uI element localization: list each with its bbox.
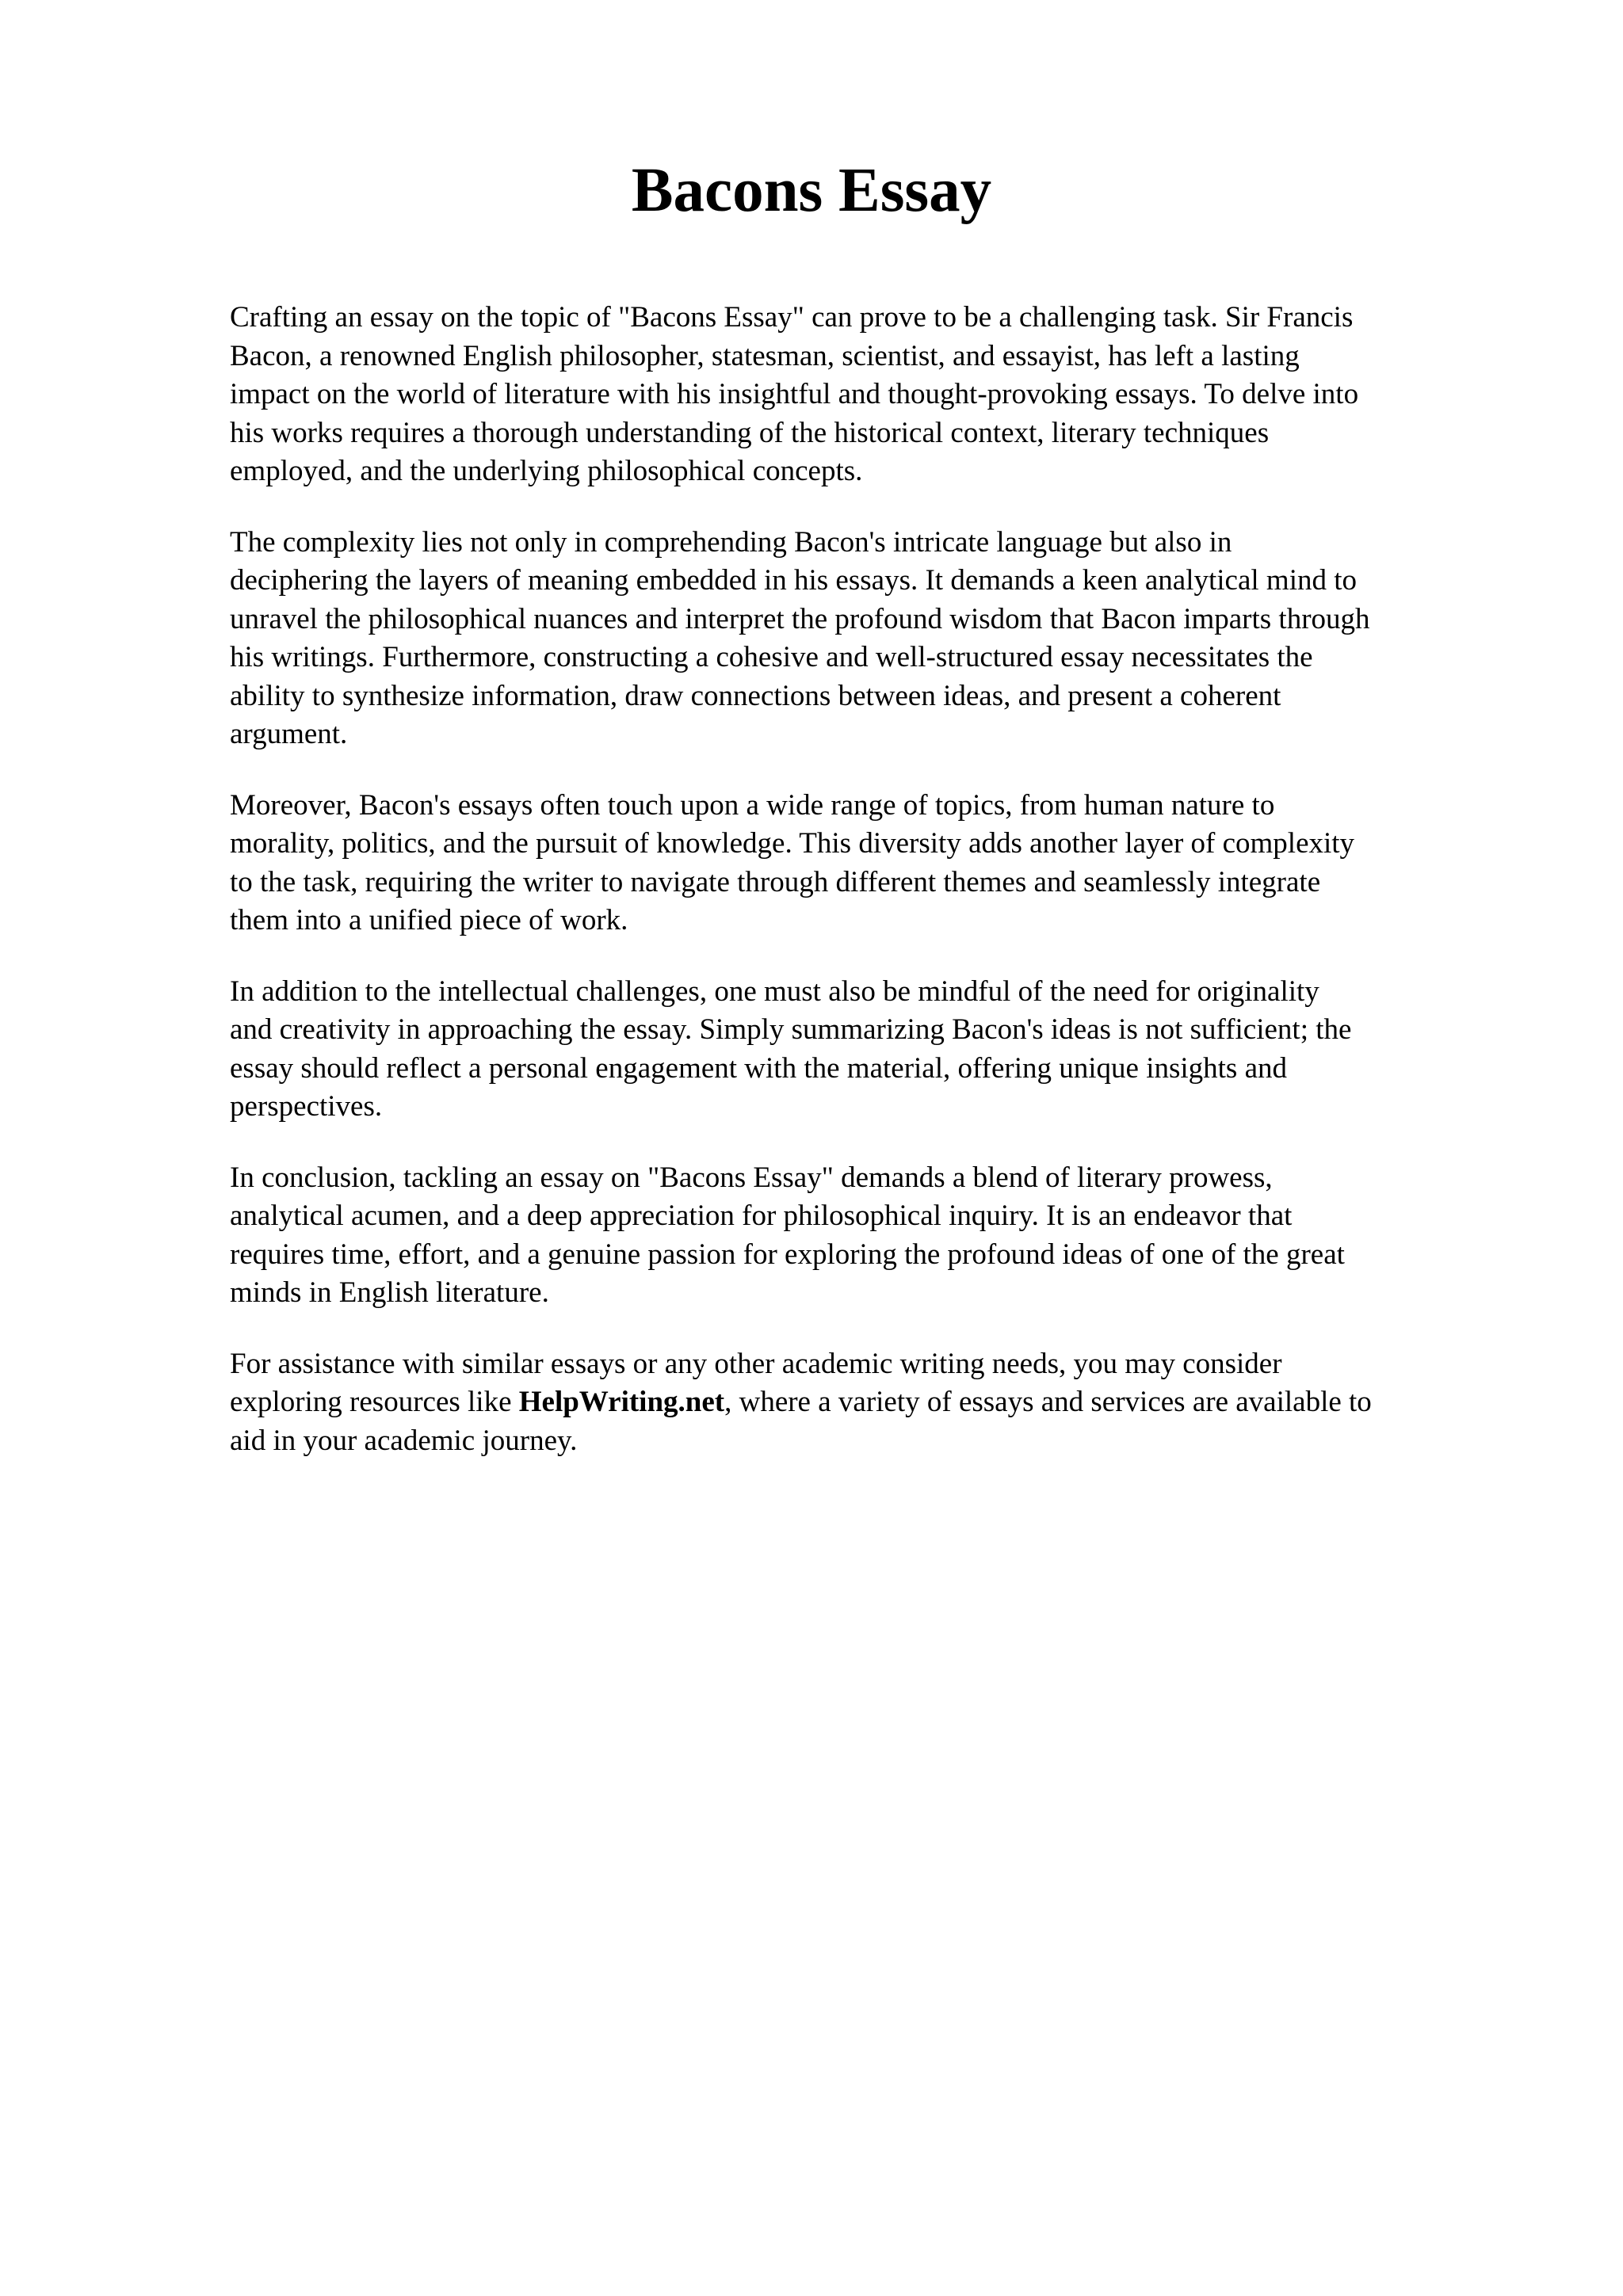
paragraph-line: Moreover, Bacon's essays often touch upon a wide range of topics, from human nature to — [230, 788, 1275, 822]
paragraph-2 — [230, 524, 1514, 754]
paragraph-line: In addition to the intellectual challenges, one must also be mindful of the need for originality — [230, 974, 1319, 1008]
paragraph-line: them into a unified piece of work. — [230, 904, 628, 936]
paragraph-line: Crafting an essay on the topic of "Bacons Essay" can prove to be a challenging task. Sir Francis — [230, 301, 1354, 334]
paragraph-line — [230, 1383, 1514, 1422]
paragraph-5 — [230, 1159, 1514, 1313]
paragraph-line: aid in your academic journey. — [230, 1424, 578, 1457]
paragraph-line: his writings. Furthermore, constructing a cohesive and well-structured essay necessitates the — [230, 641, 1313, 673]
paragraph-line: minds in English literature. — [230, 1276, 549, 1309]
closing-paragraph — [230, 1345, 1514, 1461]
document-title: Bacons Essay — [631, 156, 992, 225]
paragraph-line: his works requires a thorough understanding of the historical context, literary techniques — [230, 416, 1270, 449]
paragraph-line: impact on the world of literature with his insightful and thought-provoking essays. To delve into — [230, 378, 1359, 410]
paragraph-3 — [230, 787, 1514, 940]
paragraph-line: employed, and the underlying philosophical concepts. — [230, 455, 863, 487]
paragraph-line: analytical acumen, and a deep appreciation for philosophical inquiry. It is an endeavor that — [230, 1199, 1293, 1232]
closing-text-before-link: exploring resources like — [230, 1386, 519, 1418]
paragraph-line: and creativity in approaching the essay. Simply summarizing Bacon's ideas is not sufficient; the — [230, 1013, 1352, 1046]
paragraph-1 — [230, 299, 1514, 491]
paragraph-line: ability to synthesize information, draw connections between ideas, and present a coherent — [230, 679, 1281, 712]
paragraph-line: The complexity lies not only in comprehending Bacon's intricate language but also in — [230, 525, 1232, 559]
paragraph-4 — [230, 973, 1514, 1127]
paragraph-line: essay should reflect a personal engagement with the material, offering unique insights and — [230, 1051, 1288, 1085]
document-body — [230, 299, 1514, 1493]
paragraph-line: unravel the philosophical nuances and interpret the profound wisdom that Bacon imparts through — [230, 602, 1370, 635]
paragraph-line: Bacon, a renowned English philosopher, statesman, scientist, and essayist, has left a lasting — [230, 339, 1300, 372]
paragraph-line: requires time, effort, and a genuine passion for exploring the profound ideas of one of the great — [230, 1238, 1345, 1271]
paragraph-line: deciphering the layers of meaning embedded in his essays. It demands a keen analytical mind to — [230, 564, 1358, 597]
paragraph-line: For assistance with similar essays or any other academic writing needs, you may consider — [230, 1347, 1282, 1380]
paragraph-line: argument. — [230, 718, 348, 750]
helpwriting-link[interactable]: HelpWriting.net — [518, 1386, 725, 1418]
closing-text-after-link: , where a variety of essays and services are available to — [724, 1386, 1372, 1418]
paragraph-line: to the task, requiring the writer to navigate through different themes and seamlessly integrate — [230, 865, 1321, 898]
paragraph-line: morality, politics, and the pursuit of knowledge. This diversity adds another layer of complexity — [230, 827, 1355, 860]
paragraph-line: In conclusion, tackling an essay on "Bacons Essay" demands a blend of literary prowess, — [230, 1161, 1273, 1194]
paragraph-line: perspectives. — [230, 1090, 383, 1123]
